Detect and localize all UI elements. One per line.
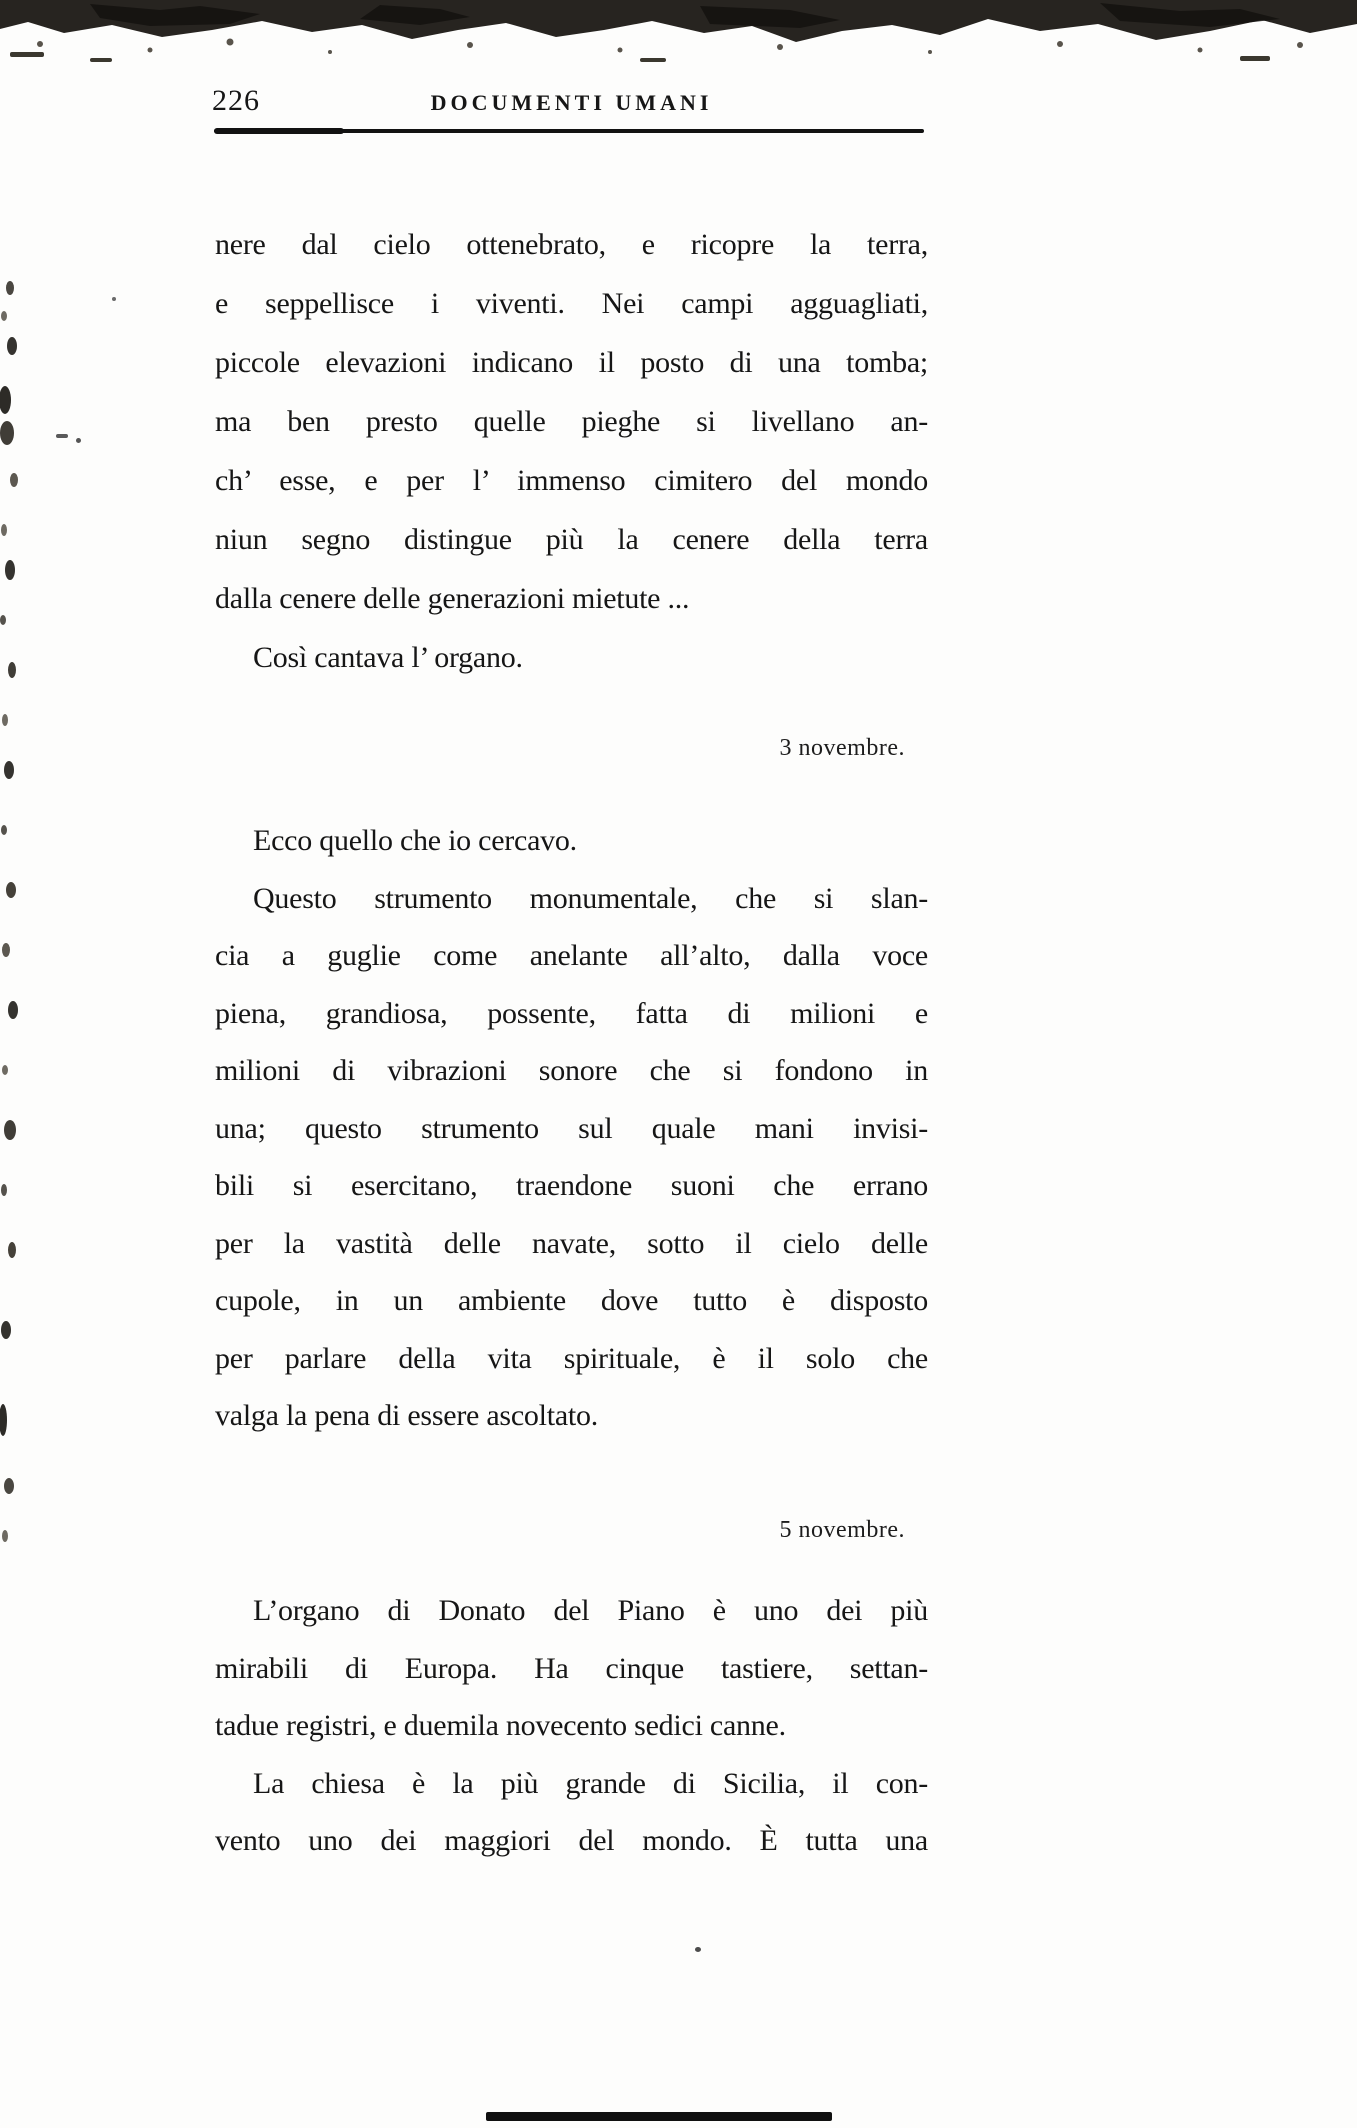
scan-artifact-top [0, 0, 1357, 78]
text-line: mirabili di Europa. Ha cinque tastiere, settan- [215, 1651, 928, 1685]
scan-artifact-bottom-bar [486, 2112, 832, 2121]
text-line: dalla cenere delle generazioni mietute ... [215, 582, 690, 615]
text-line: Ecco quello che io cercavo. [253, 824, 577, 857]
text-line: piena, grandiosa, possente, fatta di milioni e [215, 996, 928, 1030]
entry-date-1: 3 novembre. [779, 735, 905, 761]
text-line: e seppellisce i viventi. Nei campi agguagliati, [215, 287, 928, 320]
text-line: cupole, in un ambiente dove tutto è disposto [215, 1284, 928, 1317]
text-line: per la vastità delle navate, sotto il cielo delle [215, 1226, 928, 1260]
text-block-continuation [215, 215, 928, 687]
scan-speck-dash [56, 434, 68, 438]
text-line: una; questo strumento sul quale mani invisi- [215, 1111, 928, 1145]
text-line: piccole elevazioni indicano il posto di una tomba; [215, 346, 928, 379]
scan-speck-dot [695, 1947, 701, 1952]
text-line: ch’ esse, e per l’ immenso cimitero del mondo [215, 464, 928, 497]
text-line: ma ben presto quelle pieghe si livellano an- [215, 405, 928, 438]
header-rule [214, 129, 924, 133]
scan-artifact-left-edge [0, 268, 40, 1608]
text-line: bili si esercitano, traendone suoni che errano [215, 1169, 928, 1202]
running-title: DOCUMENTI UMANI [430, 90, 713, 115]
text-line: per parlare della vita spirituale, è il solo che [215, 1341, 928, 1375]
text-line: niun segno distingue più la cenere della terra [215, 523, 928, 556]
text-line: valga la pena di essere ascoltato. [215, 1399, 598, 1432]
text-block-entry-1 [215, 812, 928, 1445]
scan-speck-dot [112, 297, 116, 301]
text-line: vento uno dei maggiori del mondo. È tutta una [215, 1824, 928, 1857]
text-line: nere dal cielo ottenebrato, e ricopre la terra, [215, 228, 928, 261]
text-line: L’organo di Donato del Piano è uno dei più [253, 1594, 928, 1627]
text-block-entry-2 [215, 1582, 928, 1870]
page-number: 226 [212, 84, 260, 117]
text-line: Così cantava l’ organo. [253, 641, 523, 674]
text-line: La chiesa è la più grande di Sicilia, il con- [253, 1766, 928, 1800]
text-line: tadue registri, e duemila novecento sedici canne. [215, 1709, 786, 1742]
text-line: milioni di vibrazioni sonore che si fondono in [215, 1054, 928, 1087]
text-line: cia a guglie come anelante all’alto, dalla voce [215, 939, 928, 972]
entry-date-2: 5 novembre. [779, 1517, 905, 1543]
text-line: Questo strumento monumentale, che si slan- [253, 881, 928, 915]
scan-speck-dot [76, 438, 81, 443]
